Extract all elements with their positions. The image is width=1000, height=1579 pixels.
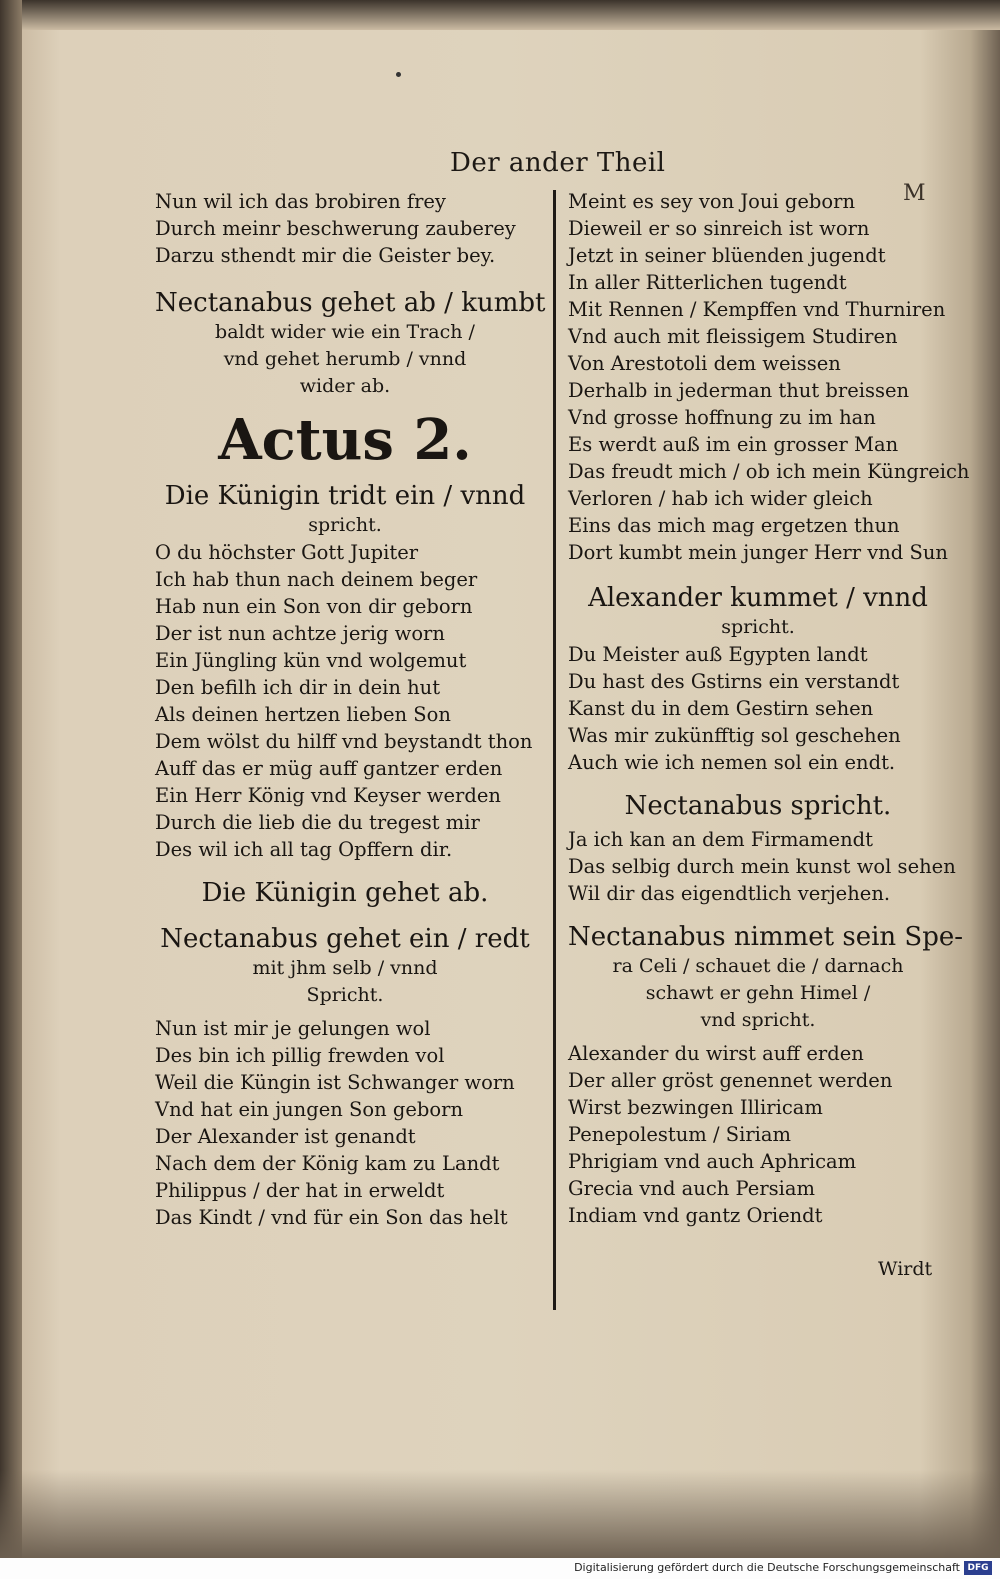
right-verse-2 (568, 641, 948, 776)
right-verse-4 (568, 1040, 948, 1229)
verse-line: Nun wil ich das brobiren frey (155, 190, 446, 213)
stage-direction-line: mit jhm selb / vnnd (252, 957, 438, 979)
verse-line: Das freudt mich / ob ich mein Küngreich (568, 460, 970, 483)
verse-line: Nach dem der König kam zu Landt (155, 1152, 500, 1175)
verse-line: Darzu sthendt mir die Geister bey. (155, 244, 496, 267)
stage-direction-line: schawt er gehn Himel / (645, 982, 871, 1004)
verse-line: Das selbig durch mein kunst wol sehen (568, 855, 956, 878)
left-verse-1 (155, 188, 535, 269)
verse-line: Der ist nun achtze jerig worn (155, 622, 445, 645)
dfg-logo: DFG (964, 1561, 992, 1575)
verse-line: Vnd auch mit fleissigem Studiren (568, 325, 898, 348)
catchword: Wirdt (878, 1258, 933, 1280)
verse-line: Grecia vnd auch Persiam (568, 1177, 816, 1200)
stage-direction-line: wider ab. (299, 375, 391, 397)
verse-line: In aller Ritterlichen tugendt (568, 271, 847, 294)
stage-direction-heading: Nectanabus nimmet sein Spe- (568, 922, 964, 952)
verse-line: Des wil ich all tag Opffern dir. (155, 838, 453, 861)
page-header: Der ander Theil (450, 148, 666, 178)
verse-line: Meint es sey von Joui geborn (568, 190, 856, 213)
left-verse-3 (155, 1015, 535, 1231)
verse-line: Von Arestotoli dem weissen (568, 352, 841, 375)
stage-direction-line: baldt wider wie ein Trach / (215, 321, 475, 343)
verse-line: Auff das er müg auff gantzer erden (155, 757, 503, 780)
stage-direction-heading: Nectanabus spricht. (624, 791, 892, 821)
stage-direction-heading: Die Künigin tridt ein / vnnd (164, 481, 526, 511)
verse-line: Du hast des Gstirns ein verstandt (568, 670, 900, 693)
left-verse-2 (155, 539, 535, 863)
right-verse-1 (568, 188, 970, 566)
book-spine (0, 0, 22, 1560)
verse-line: Ich hab thun nach deinem beger (155, 568, 478, 591)
verse-line: Ein Herr König vnd Keyser werden (155, 784, 501, 807)
verse-line: Nun ist mir je gelungen wol (155, 1017, 431, 1040)
verse-line: Wirst bezwingen Illiricam (568, 1096, 823, 1119)
stage-direction-line: spricht. (721, 616, 795, 638)
stage-direction-line: Spricht. (306, 984, 384, 1006)
stage-direction-line: spricht. (308, 514, 382, 536)
verse-line: Es werdt auß im ein grosser Man (568, 433, 899, 456)
stage-direction-line: vnd gehet herumb / vnnd (223, 348, 467, 370)
verse-line: Penepolestum / Siriam (568, 1123, 792, 1146)
stage-direction-heading: Nectanabus gehet ein / redt (160, 924, 530, 954)
verse-line: Jetzt in seiner blüenden jugendt (568, 244, 886, 267)
verse-line: Derhalb in jederman thut breissen (568, 379, 910, 402)
verse-line: Auch wie ich nemen sol ein endt. (568, 751, 896, 774)
verse-line: Dort kumbt mein junger Herr vnd Sun (568, 541, 948, 564)
verse-line: Hab nun ein Son von dir geborn (155, 595, 473, 618)
right-verse-3 (568, 826, 956, 907)
verse-line: Phrigiam vnd auch Aphricam (568, 1150, 857, 1173)
verse-line: Vnd hat ein jungen Son geborn (155, 1098, 464, 1121)
page-bottom-shadow (0, 1470, 1000, 1560)
act-title: Actus 2. (218, 407, 472, 473)
verse-line: Verloren / hab ich wider gleich (568, 487, 873, 510)
verse-line: Als deinen hertzen lieben Son (155, 703, 451, 726)
page-top-edge (0, 0, 1000, 30)
verse-line: Was mir zukünfftig sol geschehen (568, 724, 901, 747)
verse-line: Kanst du in dem Gestirn sehen (568, 697, 874, 720)
verse-line: Der aller gröst genennet werden (568, 1069, 893, 1092)
right-column (568, 188, 970, 1229)
verse-line: Alexander du wirst auff erden (568, 1042, 864, 1065)
stage-direction-heading: Alexander kummet / vnnd (588, 583, 928, 613)
stage-direction-line: vnd spricht. (700, 1009, 816, 1031)
verse-line: Dieweil er so sinreich ist worn (568, 217, 870, 240)
verse-line: Dem wölst du hilff vnd beystandt thon (155, 730, 533, 753)
margin-fragment: M (903, 181, 926, 206)
verse-line: Der Alexander ist genandt (155, 1125, 416, 1148)
verse-line: Ein Jüngling kün vnd wolgemut (155, 649, 467, 672)
stage-direction-heading: Nectanabus gehet ab / kumbt (155, 288, 546, 318)
stage-direction-line: ra Celi / schauet die / darnach (612, 955, 904, 977)
verse-line: Indiam vnd gantz Oriendt (568, 1204, 823, 1227)
ink-dot (396, 72, 401, 77)
verse-line: Mit Rennen / Kempffen vnd Thurniren (568, 298, 946, 321)
verse-line: Durch meinr beschwerung zauberey (155, 217, 516, 240)
verse-line: Weil die Küngin ist Schwanger worn (155, 1071, 515, 1094)
stage-direction-heading: Die Künigin gehet ab. (201, 878, 489, 908)
verse-line: Vnd grosse hoffnung zu im han (568, 406, 876, 429)
verse-line: Eins das mich mag ergetzen thun (568, 514, 900, 537)
verse-line: Den befilh ich dir in dein hut (155, 676, 441, 699)
verse-line: Das Kindt / vnd für ein Son das helt (155, 1206, 508, 1229)
verse-line: Du Meister auß Egypten landt (568, 643, 868, 666)
verse-line: Durch die lieb die du tregest mir (155, 811, 480, 834)
verse-line: Des bin ich pillig frewden vol (155, 1044, 445, 1067)
column-divider (553, 190, 556, 1310)
verse-line: Ja ich kan an dem Firmamendt (568, 828, 873, 851)
verse-line: O du höchster Gott Jupiter (155, 541, 419, 564)
left-column (155, 188, 546, 1231)
verse-line: Philippus / der hat in erweldt (155, 1179, 445, 1202)
verse-line: Wil dir das eigendtlich verjehen. (568, 882, 891, 905)
footer-credit: Digitalisierung gefördert durch die Deutsche Forschungsgemeinschaft (574, 1561, 960, 1574)
